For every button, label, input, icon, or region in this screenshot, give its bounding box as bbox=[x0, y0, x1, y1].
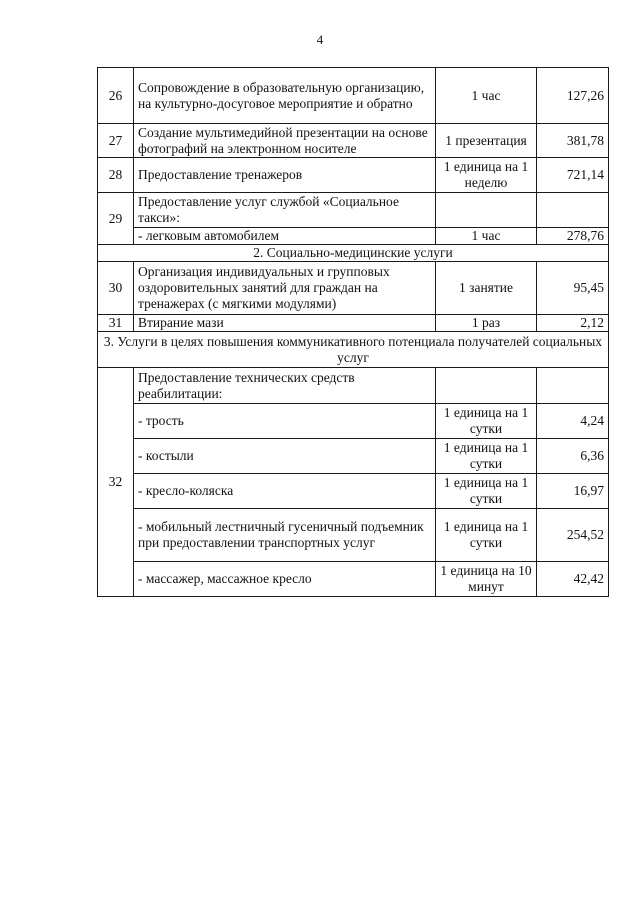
service-price: 278,76 bbox=[537, 228, 609, 245]
table-row bbox=[98, 368, 609, 404]
service-price: 95,45 bbox=[537, 262, 609, 315]
row-number: 28 bbox=[98, 158, 134, 193]
section-header-row bbox=[98, 332, 609, 368]
service-price bbox=[537, 193, 609, 228]
service-name: - трость bbox=[134, 404, 436, 439]
table-row bbox=[98, 228, 609, 245]
service-name: - легковым автомобилем bbox=[134, 228, 436, 245]
service-name: Предоставление услуг службой «Социальное такси»: bbox=[134, 193, 436, 228]
service-name: Втирание мази bbox=[134, 315, 436, 332]
service-unit: 1 презентация bbox=[436, 124, 537, 158]
service-unit bbox=[436, 368, 537, 404]
service-price: 6,36 bbox=[537, 439, 609, 474]
row-number: 26 bbox=[98, 68, 134, 124]
table-row bbox=[98, 158, 609, 193]
service-unit: 1 единица на 1 сутки bbox=[436, 404, 537, 439]
section-header-row bbox=[98, 245, 609, 262]
services-price-table bbox=[97, 67, 609, 597]
service-name: Предоставление технических средств реабилитации: bbox=[134, 368, 436, 404]
service-price: 127,26 bbox=[537, 68, 609, 124]
row-number: 29 bbox=[98, 193, 134, 245]
service-name: Предоставление тренажеров bbox=[134, 158, 436, 193]
row-number: 31 bbox=[98, 315, 134, 332]
page-number: 4 bbox=[316, 32, 324, 47]
row-number: 32 bbox=[98, 368, 134, 597]
table-row bbox=[98, 315, 609, 332]
service-unit: 1 единица на 1 неделю bbox=[436, 158, 537, 193]
table-row bbox=[98, 562, 609, 597]
service-unit: 1 единица на 1 сутки bbox=[436, 439, 537, 474]
row-number: 30 bbox=[98, 262, 134, 315]
service-price: 2,12 bbox=[537, 315, 609, 332]
service-unit: 1 единица на 1 сутки bbox=[436, 474, 537, 509]
service-price: 381,78 bbox=[537, 124, 609, 158]
service-unit: 1 единица на 10 минут bbox=[436, 562, 537, 597]
service-price bbox=[537, 368, 609, 404]
service-unit bbox=[436, 193, 537, 228]
service-price: 254,52 bbox=[537, 509, 609, 562]
table-row bbox=[98, 193, 609, 228]
service-name: - мобильный лестничный гусеничный подъемник при предоставлении транспортных услуг bbox=[134, 509, 436, 562]
table-row bbox=[98, 124, 609, 158]
service-unit: 1 час bbox=[436, 68, 537, 124]
service-price: 42,42 bbox=[537, 562, 609, 597]
table-row bbox=[98, 262, 609, 315]
table-row bbox=[98, 68, 609, 124]
service-unit: 1 раз bbox=[436, 315, 537, 332]
service-name: - массажер, массажное кресло bbox=[134, 562, 436, 597]
service-name: Сопровождение в образовательную организацию, на культурно-досуговое мероприятие и обратно bbox=[134, 68, 436, 124]
service-price: 16,97 bbox=[537, 474, 609, 509]
row-number: 27 bbox=[98, 124, 134, 158]
service-name: Организация индивидуальных и групповых оздоровительных занятий для граждан на тренажерах (с мягкими модулями) bbox=[134, 262, 436, 315]
service-name: - костыли bbox=[134, 439, 436, 474]
table-row bbox=[98, 474, 609, 509]
section-title: 3. Услуги в целях повышения коммуникативного потенциала получателей социальных услуг bbox=[98, 332, 609, 368]
service-unit: 1 единица на 1 сутки bbox=[436, 509, 537, 562]
service-price: 721,14 bbox=[537, 158, 609, 193]
table-row bbox=[98, 439, 609, 474]
service-unit: 1 занятие bbox=[436, 262, 537, 315]
service-name: - кресло-коляска bbox=[134, 474, 436, 509]
service-price: 4,24 bbox=[537, 404, 609, 439]
table-row bbox=[98, 509, 609, 562]
table-row bbox=[98, 404, 609, 439]
service-unit: 1 час bbox=[436, 228, 537, 245]
section-title: 2. Социально-медицинские услуги bbox=[98, 245, 609, 262]
service-name: Создание мультимедийной презентации на основе фотографий на электронном носителе bbox=[134, 124, 436, 158]
